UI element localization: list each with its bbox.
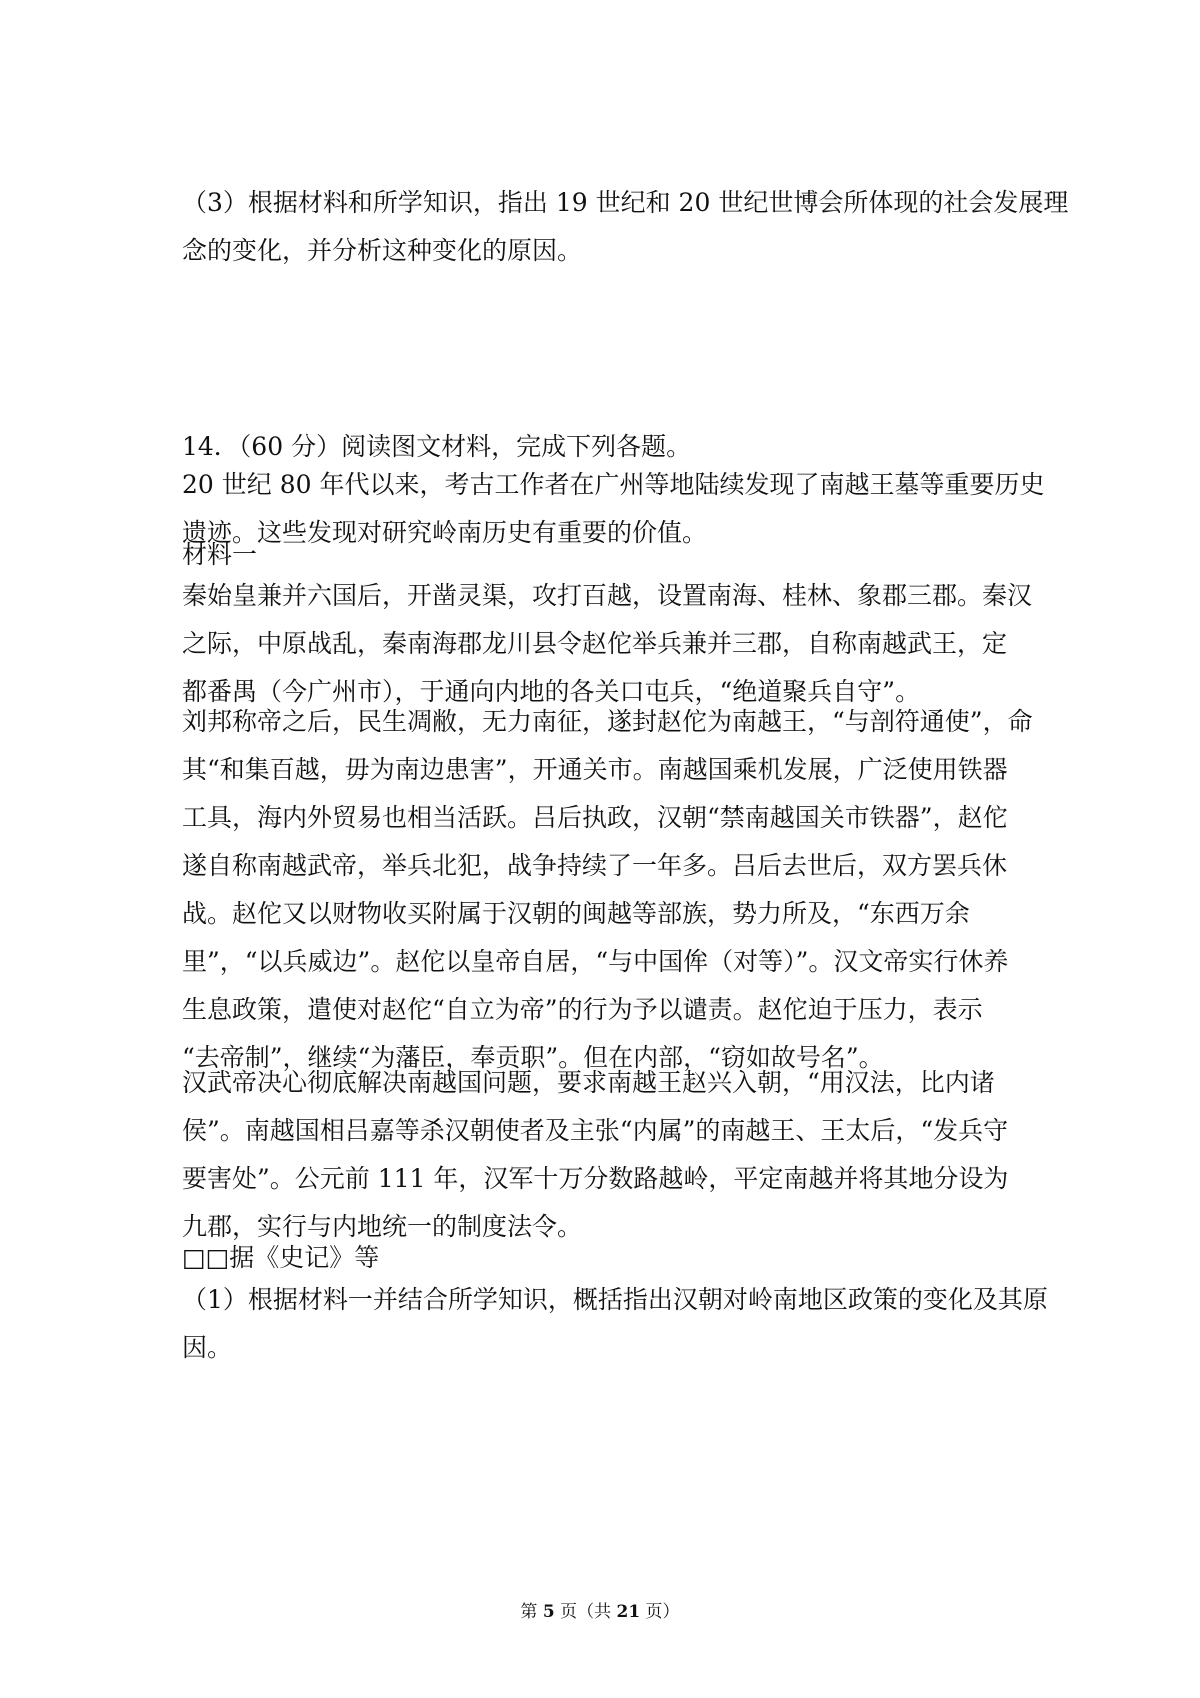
text-line: 都番禺（今广州市），于通向内地的各关口屯兵，“绝道聚兵自守”。 [182,677,921,706]
footer-suffix: 页） [640,1602,680,1622]
footer-total-pages: 21 [616,1602,641,1622]
text-line: 秦始皇兼并六国后，开凿灵渠，攻打百越，设置南海、桂林、象郡三郡。秦汉 [182,581,1033,610]
text-line: □□据《史记》等 [182,1243,380,1272]
text-line: 汉武帝决心彻底解决南越国问题，要求南越王赵兴入朝，“用汉法，比内诸 [182,1068,995,1097]
footer-page-number: 5 [542,1602,555,1622]
text-line: 遗迹。这些发现对研究岭南历史有重要的价值。 [182,518,708,547]
text-line: 里”，“以兵威边”。赵佗以皇帝自居，“与中国侔（对等）”。汉文帝实行休养 [182,947,1009,976]
text-line: 之际，中原战乱，秦南海郡龙川县令赵佗举兵兼并三郡，自称南越武王，定 [182,629,1008,658]
material-paragraph-3 [182,1059,1054,1251]
material-source [182,1234,1020,1282]
text-line: 材料一 [182,540,258,569]
text-line: 遂自称南越武帝，举兵北犯，战争持续了一年多。吕后去世后，双方罢兵休 [182,851,1008,880]
text-line: “去帝制”，继续“为藩臣，奉贡职”。但在内部，“窃如故号名”。 [182,1043,884,1072]
text-line: （3）根据材料和所学知识，指出 19 世纪和 20 世纪世博会所体现的社会发展理 [182,188,1069,217]
q14-part1-question [182,1276,1060,1372]
text-line: 念的变化，并分析这种变化的原因。 [182,236,583,265]
q13-part3-question [182,179,1069,275]
text-line: 20 世纪 80 年代以来，考古工作者在广州等地陆续发现了南越王墓等重要历史 [182,470,1045,499]
text-line: 要害处”。公元前 111 年，汉军十万分数路越岭，平定南越并将其地分设为 [182,1164,1009,1193]
text-line: 侯”。南越国相吕嘉等杀汉朝使者及主张“内属”的南越王、王太后，“发兵守 [182,1116,1009,1145]
text-line: 其“和集百越，毋为南边患害”，开通关市。南越国乘机发展，广泛使用铁器 [182,755,1008,784]
text-line: 战。赵佗又以财物收买附属于汉朝的闽越等部族，势力所及，“东西万余 [182,899,970,928]
text-line: 生息政策，遣使对赵佗“自立为帝”的行为予以谴责。赵佗迫于压力，表示 [182,995,983,1024]
footer-middle: 页（共 [554,1602,617,1622]
footer-prefix: 第 [520,1602,543,1622]
material-paragraph-2 [182,698,1054,1082]
material-paragraph-1 [182,572,1054,716]
text-line: 工具，海内外贸易也相当活跃。吕后执政，汉朝“禁南越国关市铁器”，赵佗 [182,803,1008,832]
text-line: （1）根据材料一并结合所学知识，概括指出汉朝对岭南地区政策的变化及其原 [182,1285,1048,1314]
page-footer [0,1597,1200,1622]
text-line: 因。 [182,1333,233,1362]
text-line: 14．（60 分）阅读图文材料，完成下列各题。 [182,432,692,461]
text-line: 刘邦称帝之后，民生凋敝，无力南征，遂封赵佗为南越王，“与剖符通使”，命 [182,707,1033,736]
text-line: 九郡，实行与内地统一的制度法令。 [182,1212,583,1241]
